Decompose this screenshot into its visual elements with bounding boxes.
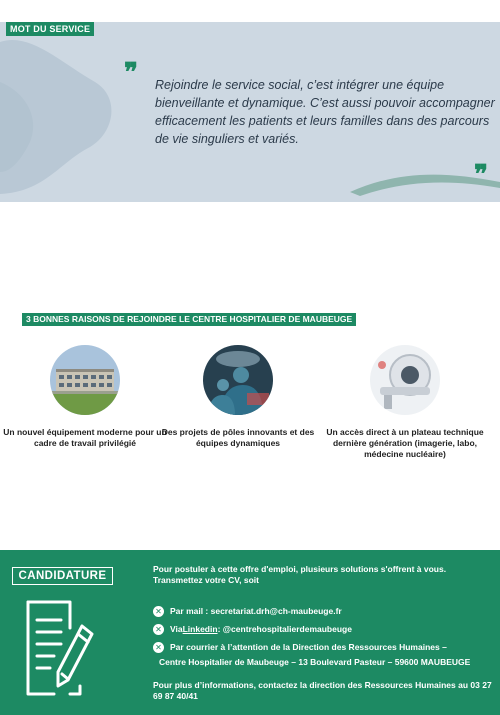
document-pen-icon bbox=[24, 598, 104, 698]
hospital-building-photo bbox=[50, 345, 120, 415]
reason-item-equipment bbox=[0, 345, 170, 449]
more-info-text: Pour plus d’informations, contactez la direction des Ressources Humaines au 03 27 69 87 40/41 bbox=[153, 680, 492, 701]
reason-item-technical-platform bbox=[320, 345, 490, 460]
open-quote-icon: ❞ bbox=[124, 58, 138, 88]
linkedin-prefix: Via bbox=[170, 624, 183, 634]
application-footer bbox=[0, 550, 500, 715]
section-heading-reasons: 3 BONNES RAISONS DE REJOINDRE LE CENTRE HOSPITALIER DE MAUBEUGE bbox=[22, 313, 356, 326]
reason-item-projects bbox=[153, 345, 323, 449]
medical-scanner-photo bbox=[370, 345, 440, 415]
linkedin-handle: : @centrehospitalierdemaubeuge bbox=[217, 624, 352, 634]
linkedin-link[interactable]: Linkedin bbox=[182, 624, 218, 634]
contact-mail bbox=[153, 606, 342, 617]
application-intro: Pour postuler à cette offre d'emploi, plusieurs solutions s'offrent à vous. Transmettez votre CV, soit bbox=[153, 564, 447, 585]
service-quote-text: Rejoindre le service social, c’est intégrer une équipe bienveillante et dynamique. C’est aussi pouvoir accompagner efficacement les patients et leurs familles dans des parcours de vie singuliers et variés. bbox=[155, 78, 495, 146]
reason-caption: Un nouvel équipement moderne pour un cadre de travail privilégié bbox=[3, 427, 167, 448]
section-heading-service-word: MOT DU SERVICE bbox=[6, 22, 94, 36]
contact-post bbox=[153, 642, 447, 653]
bullet-icon: ✕ bbox=[153, 624, 164, 635]
bullet-icon: ✕ bbox=[153, 606, 164, 617]
post-address-line1: Par courrier à l’attention de la Direction des Ressources Humaines – bbox=[170, 642, 447, 652]
post-address-line2: Centre Hospitalier de Maubeuge – 13 Boulevard Pasteur – 59600 MAUBEUGE bbox=[159, 657, 471, 667]
close-quote-icon: ❞ bbox=[474, 160, 488, 190]
reason-caption: Un accès direct à un plateau technique dernière génération (imagerie, labo, médecine nucléaire) bbox=[326, 427, 484, 459]
reason-caption: Des projets de pôles innovants et des équipes dynamiques bbox=[161, 427, 315, 448]
surgery-team-photo bbox=[203, 345, 273, 415]
contact-linkedin bbox=[153, 624, 352, 635]
mail-text[interactable]: Par mail : secretariat.drh@ch-maubeuge.fr bbox=[170, 606, 342, 616]
bullet-icon: ✕ bbox=[153, 642, 164, 653]
application-heading: CANDIDATURE bbox=[12, 567, 113, 585]
